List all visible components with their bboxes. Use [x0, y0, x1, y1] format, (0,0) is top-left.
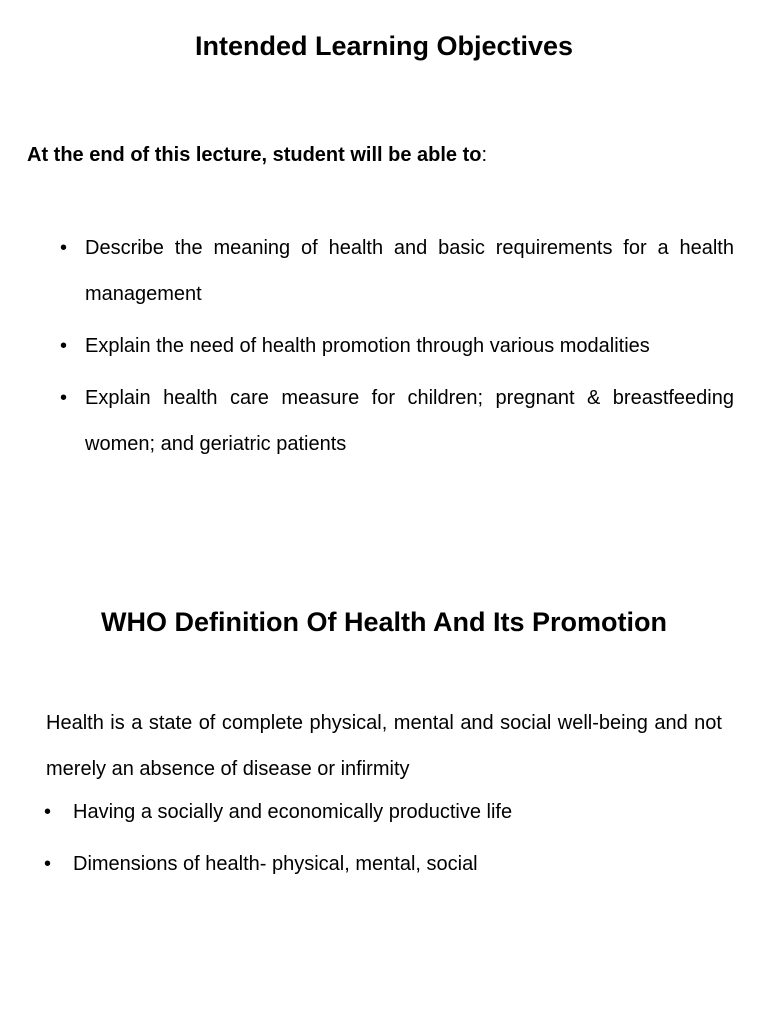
- bullet-icon: •: [44, 853, 52, 875]
- intro-line: [27, 143, 487, 167]
- intro-bold-text: At the end of this lecture, student will be able to: [27, 144, 482, 166]
- list-item: [60, 323, 734, 369]
- point-text: Dimensions of health- physical, mental, social: [73, 853, 478, 875]
- bullet-icon: •: [60, 335, 68, 357]
- list-item: [60, 375, 734, 467]
- health-definition-paragraph: Health is a state of complete physical, mental and social well-being and not merely an absence of disease or infirmity: [46, 712, 722, 780]
- list-item: [44, 797, 734, 827]
- objective-text: Describe the meaning of health and basic requirements for a health management: [85, 237, 734, 305]
- bullet-icon: •: [60, 237, 68, 259]
- list-item: [60, 225, 734, 317]
- objective-text: Explain the need of health promotion through various modalities: [85, 335, 650, 357]
- objectives-list: [60, 225, 734, 473]
- point-text: Having a socially and economically productive life: [73, 801, 513, 823]
- bullet-icon: •: [44, 801, 52, 823]
- bullet-icon: •: [60, 387, 68, 409]
- objective-text: Explain health care measure for children; pregnant & breastfeeding women; and geriatric patients: [85, 387, 734, 455]
- list-item: [44, 849, 734, 879]
- section-title-who-definition: WHO Definition Of Health And Its Promotion: [101, 607, 667, 637]
- health-points-list: [44, 797, 734, 901]
- intro-suffix: :: [481, 144, 488, 166]
- section-title-objectives: Intended Learning Objectives: [194, 31, 574, 61]
